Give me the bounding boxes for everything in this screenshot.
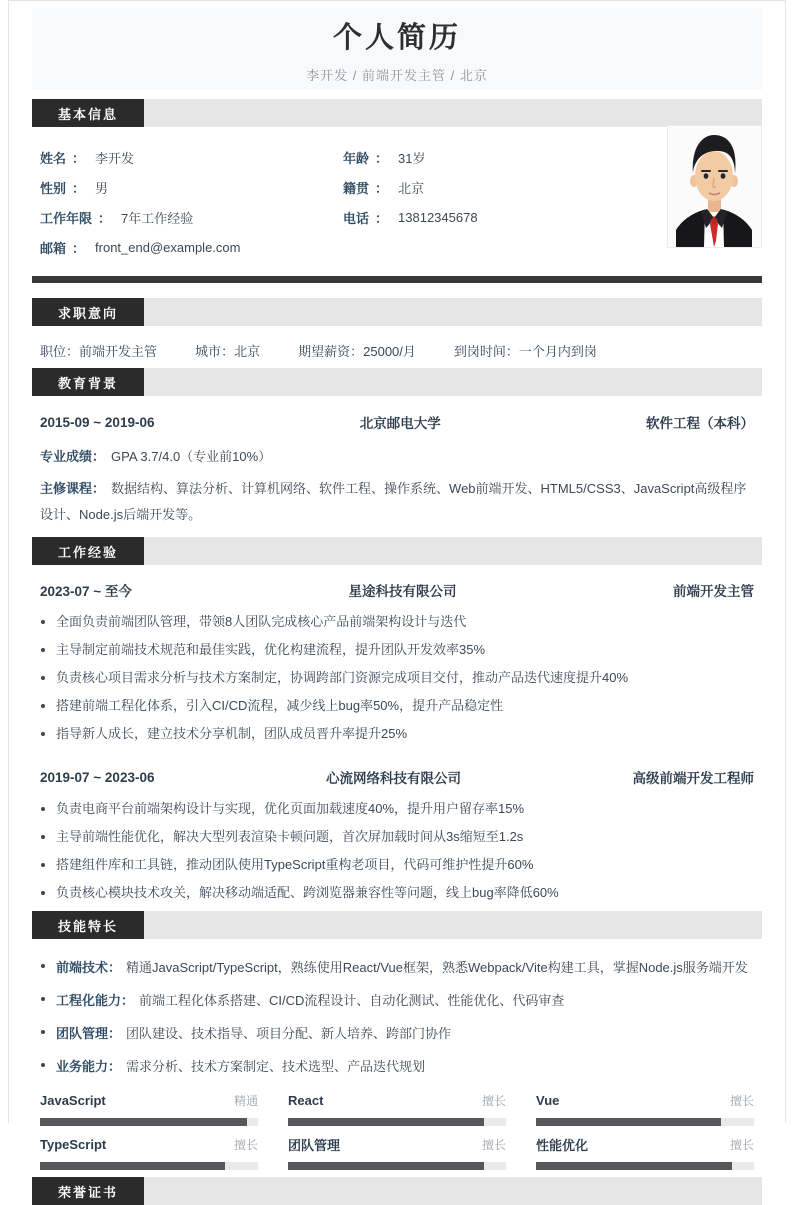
colon: ： bbox=[92, 449, 106, 464]
job-header bbox=[40, 767, 754, 787]
bullet-dot-icon bbox=[41, 807, 45, 811]
skill-bar-vue bbox=[536, 1092, 754, 1126]
education-courses bbox=[40, 476, 754, 528]
resume-header bbox=[32, 8, 762, 90]
field-value: 31岁 bbox=[398, 150, 426, 166]
skill-bar-level: 精通 bbox=[233, 1094, 258, 1108]
page-subtitle: 李开发 / 前端开发主管 / 北京 bbox=[306, 67, 488, 83]
colon: ： bbox=[375, 180, 389, 196]
skill-label: 团队管理 bbox=[56, 1026, 109, 1041]
colon: ： bbox=[108, 960, 122, 975]
page-title: 个人简历 bbox=[332, 21, 461, 54]
intent-position bbox=[40, 341, 157, 360]
job-block-1 bbox=[32, 565, 762, 743]
job-header bbox=[40, 580, 754, 600]
job-bullet bbox=[40, 696, 754, 715]
section-tab-work-experience: 工作经验 bbox=[32, 537, 144, 565]
skill-detail: 前端工程化体系搭建、CI/CD流程设计、自动化测试、性能优化、代码审查 bbox=[139, 993, 565, 1008]
colon: ： bbox=[221, 344, 235, 359]
bullet-text: 负责核心项目需求分析与技术方案制定，协调跨部门资源完成项目交付，推动产品迭代速度提升40% bbox=[56, 670, 629, 685]
bullet-dot-icon bbox=[41, 704, 45, 708]
gpa-value: GPA 3.7/4.0（专业前10%） bbox=[111, 449, 272, 464]
job-bullet bbox=[40, 724, 754, 743]
bullet-dot-icon bbox=[41, 863, 45, 867]
colon: ： bbox=[72, 180, 86, 196]
skill-text bbox=[56, 1021, 451, 1047]
education-row bbox=[40, 412, 754, 432]
skill-bar-name: TypeScript bbox=[40, 1137, 107, 1152]
skill-bar-track bbox=[288, 1118, 506, 1126]
colon: ： bbox=[350, 344, 364, 359]
bullet-text: 全面负责前端团队管理，带领8人团队完成核心产品前端架构设计与迭代 bbox=[56, 614, 467, 629]
skill-detail: 精通JavaScript/TypeScript，熟练使用React/Vue框架，熟悉Webpack/Vite构建工具，掌握Node.js服务端开发 bbox=[126, 960, 748, 975]
job-block-2 bbox=[32, 752, 762, 902]
job-bullet bbox=[40, 668, 754, 687]
field-label: 电话 bbox=[343, 210, 370, 226]
skill-detail: 需求分析、技术方案制定、技术选型、产品迭代规划 bbox=[126, 1059, 426, 1074]
skill-label: 业务能力 bbox=[56, 1059, 109, 1074]
skill-bars-grid bbox=[32, 1092, 762, 1170]
skill-text bbox=[56, 1054, 425, 1080]
section-header-work-experience bbox=[32, 537, 762, 565]
job-period: 2019-07 ~ 2023-06 bbox=[40, 769, 155, 785]
job-bullet bbox=[40, 883, 754, 902]
field-value: 李开发 bbox=[95, 150, 135, 166]
job-bullet-list bbox=[40, 612, 754, 743]
section-tab-basic-info: 基本信息 bbox=[32, 99, 144, 127]
skill-bar-fill bbox=[288, 1162, 484, 1170]
skill-detail: 团队建设、技术指导、项目分配、新人培养、跨部门协作 bbox=[126, 1026, 452, 1041]
intent-value: 前端开发主管 bbox=[79, 344, 158, 359]
job-period: 2023-07 ~ 至今 bbox=[40, 584, 132, 599]
skill-bar-level: 擅长 bbox=[481, 1094, 506, 1108]
skill-bar-level: 擅长 bbox=[729, 1094, 754, 1108]
job-company: 星途科技有限公司 bbox=[348, 584, 457, 599]
field-label: 姓名 bbox=[40, 150, 67, 166]
skill-label: 前端技术 bbox=[56, 960, 109, 975]
job-bullet bbox=[40, 827, 754, 846]
job-bullet bbox=[40, 640, 754, 659]
colon: ： bbox=[505, 344, 519, 359]
skill-bar-fill bbox=[40, 1118, 247, 1126]
skill-bar-name: 团队管理 bbox=[288, 1138, 341, 1153]
skill-bar-track bbox=[288, 1162, 506, 1170]
field-years-of-experience bbox=[40, 208, 343, 226]
gpa-label: 专业成绩 bbox=[40, 449, 93, 464]
skill-item-team bbox=[40, 1021, 754, 1047]
education-gpa bbox=[40, 444, 754, 470]
job-bullet bbox=[40, 612, 754, 631]
bullet-dot-icon bbox=[41, 997, 45, 1001]
intent-value: 一个月内到岗 bbox=[518, 344, 597, 359]
colon: ： bbox=[108, 1059, 122, 1074]
intent-value: 北京 bbox=[234, 344, 261, 359]
skill-bar-track bbox=[40, 1162, 258, 1170]
field-label: 邮箱 bbox=[40, 240, 67, 256]
skill-bar-fill bbox=[536, 1162, 732, 1170]
section-header-skills bbox=[32, 911, 762, 939]
avatar-illustration bbox=[668, 126, 761, 247]
job-bullet bbox=[40, 855, 754, 874]
colon: ： bbox=[72, 240, 86, 256]
field-email bbox=[40, 238, 343, 256]
job-title: 高级前端开发工程师 bbox=[632, 771, 754, 786]
intent-city bbox=[195, 341, 260, 360]
bullet-text: 搭建组件库和工具链，推动团队使用TypeScript重构老项目，代码可维护性提升60% bbox=[56, 857, 534, 872]
field-value: 男 bbox=[95, 180, 109, 196]
skills-body bbox=[32, 939, 762, 1080]
section-tab-job-intent: 求职意向 bbox=[32, 298, 144, 326]
education-body bbox=[32, 396, 762, 528]
skill-bar-level: 擅长 bbox=[481, 1138, 506, 1152]
bullet-text: 负责核心模块技术攻关，解决移动端适配、跨浏览器兼容性等问题，线上bug率降低60% bbox=[56, 885, 559, 900]
skill-bar-track bbox=[40, 1118, 258, 1126]
colon: ： bbox=[375, 210, 389, 226]
field-value: 13812345678 bbox=[398, 209, 478, 225]
job-title: 前端开发主管 bbox=[673, 584, 754, 599]
intent-label: 职位 bbox=[40, 344, 67, 359]
section-tab-education: 教育背景 bbox=[32, 368, 144, 396]
skill-text bbox=[56, 955, 748, 981]
intent-value: 25000/月 bbox=[363, 344, 416, 359]
section-header-education bbox=[32, 368, 762, 396]
field-label: 工作年限 bbox=[40, 210, 93, 226]
colon: ： bbox=[92, 481, 106, 496]
courses-value: 数据结构、算法分析、计算机网络、软件工程、操作系统、Web前端开发、HTML5/CSS3、JavaScript高级程序设计、Node.js后端开发等。 bbox=[40, 481, 747, 522]
skill-bar-fill bbox=[40, 1162, 225, 1170]
skill-item-engineering bbox=[40, 988, 754, 1014]
skill-bar-team-management bbox=[288, 1136, 506, 1170]
job-bullet bbox=[40, 799, 754, 818]
intent-salary bbox=[298, 341, 416, 360]
skill-item-business bbox=[40, 1054, 754, 1080]
skill-bar-name: JavaScript bbox=[40, 1093, 106, 1108]
colon: ： bbox=[121, 993, 135, 1008]
colon: ： bbox=[98, 210, 112, 226]
courses-label: 主修课程 bbox=[40, 481, 93, 496]
bullet-dot-icon bbox=[41, 964, 45, 968]
field-label: 年龄 bbox=[343, 150, 370, 166]
skill-bar-javascript bbox=[40, 1092, 258, 1126]
skill-bar-track bbox=[536, 1118, 754, 1126]
skill-bar-name: Vue bbox=[536, 1093, 560, 1108]
bullet-text: 指导新人成长，建立技术分享机制，团队成员晋升率提升25% bbox=[56, 726, 408, 741]
bullet-dot-icon bbox=[41, 891, 45, 895]
skill-bar-track bbox=[536, 1162, 754, 1170]
education-degree: 软件工程（本科） bbox=[645, 416, 754, 431]
skill-bar-level: 擅长 bbox=[233, 1138, 258, 1152]
section-header-job-intent bbox=[32, 298, 762, 326]
intent-label: 期望薪资 bbox=[298, 344, 351, 359]
section-header-honors bbox=[32, 1177, 762, 1205]
field-value: 北京 bbox=[398, 180, 425, 196]
bullet-text: 主导制定前端技术规范和最佳实践，优化构建流程，提升团队开发效率35% bbox=[56, 642, 486, 657]
field-label: 籍贯 bbox=[343, 180, 370, 196]
intent-availability bbox=[454, 341, 597, 360]
section-divider bbox=[32, 276, 762, 283]
basic-info-left-column bbox=[40, 148, 343, 268]
avatar bbox=[667, 125, 762, 248]
bullet-dot-icon bbox=[41, 676, 45, 680]
skill-bar-react bbox=[288, 1092, 506, 1126]
skill-bar-fill bbox=[536, 1118, 721, 1126]
bullet-dot-icon bbox=[41, 1063, 45, 1067]
job-company: 心流网络科技有限公司 bbox=[325, 771, 461, 786]
skill-bar-fill bbox=[288, 1118, 484, 1126]
bullet-text: 主导前端性能优化，解决大型列表渲染卡顿问题，首次屏加载时间从3s缩短至1.2s bbox=[56, 829, 524, 844]
skill-bar-name: 性能优化 bbox=[536, 1138, 589, 1153]
job-intent-body bbox=[32, 326, 762, 365]
section-tab-honors: 荣誉证书 bbox=[32, 1177, 144, 1205]
job-bullet-list bbox=[40, 799, 754, 902]
colon: ： bbox=[72, 150, 86, 166]
bullet-dot-icon bbox=[41, 835, 45, 839]
education-school: 北京邮电大学 bbox=[359, 416, 441, 431]
bullet-dot-icon bbox=[41, 620, 45, 624]
section-header-basic-info bbox=[32, 99, 762, 127]
colon: ： bbox=[375, 150, 389, 166]
skill-bar-performance bbox=[536, 1136, 754, 1170]
bullet-dot-icon bbox=[41, 732, 45, 736]
intent-label: 到岗时间 bbox=[453, 344, 506, 359]
field-gender bbox=[40, 178, 343, 196]
resume-page bbox=[8, 0, 786, 1200]
skill-bar-name: React bbox=[288, 1093, 324, 1108]
intent-label: 城市 bbox=[195, 344, 222, 359]
skill-text bbox=[56, 988, 564, 1014]
bullet-text: 搭建前端工程化体系，引入CI/CD流程，减少线上bug率50%，提升产品稳定性 bbox=[56, 698, 504, 713]
bullet-dot-icon bbox=[41, 1030, 45, 1034]
field-label: 性别 bbox=[40, 180, 67, 196]
bullet-text: 负责电商平台前端架构设计与实现，优化页面加载速度40%，提升用户留存率15% bbox=[56, 801, 525, 816]
field-value: front_end@example.com bbox=[95, 239, 241, 255]
skill-bar-level: 擅长 bbox=[729, 1138, 754, 1152]
skill-item-frontend bbox=[40, 955, 754, 981]
field-value: 7年工作经验 bbox=[121, 210, 194, 226]
section-tab-skills: 技能特长 bbox=[32, 911, 144, 939]
colon: ： bbox=[108, 1026, 122, 1041]
basic-info-body bbox=[32, 127, 762, 272]
skill-label: 工程化能力 bbox=[56, 993, 122, 1008]
skill-bar-typescript bbox=[40, 1136, 258, 1170]
field-name bbox=[40, 148, 343, 166]
bullet-dot-icon bbox=[41, 648, 45, 652]
education-period: 2015-09 ~ 2019-06 bbox=[40, 414, 155, 430]
colon: ： bbox=[66, 344, 80, 359]
